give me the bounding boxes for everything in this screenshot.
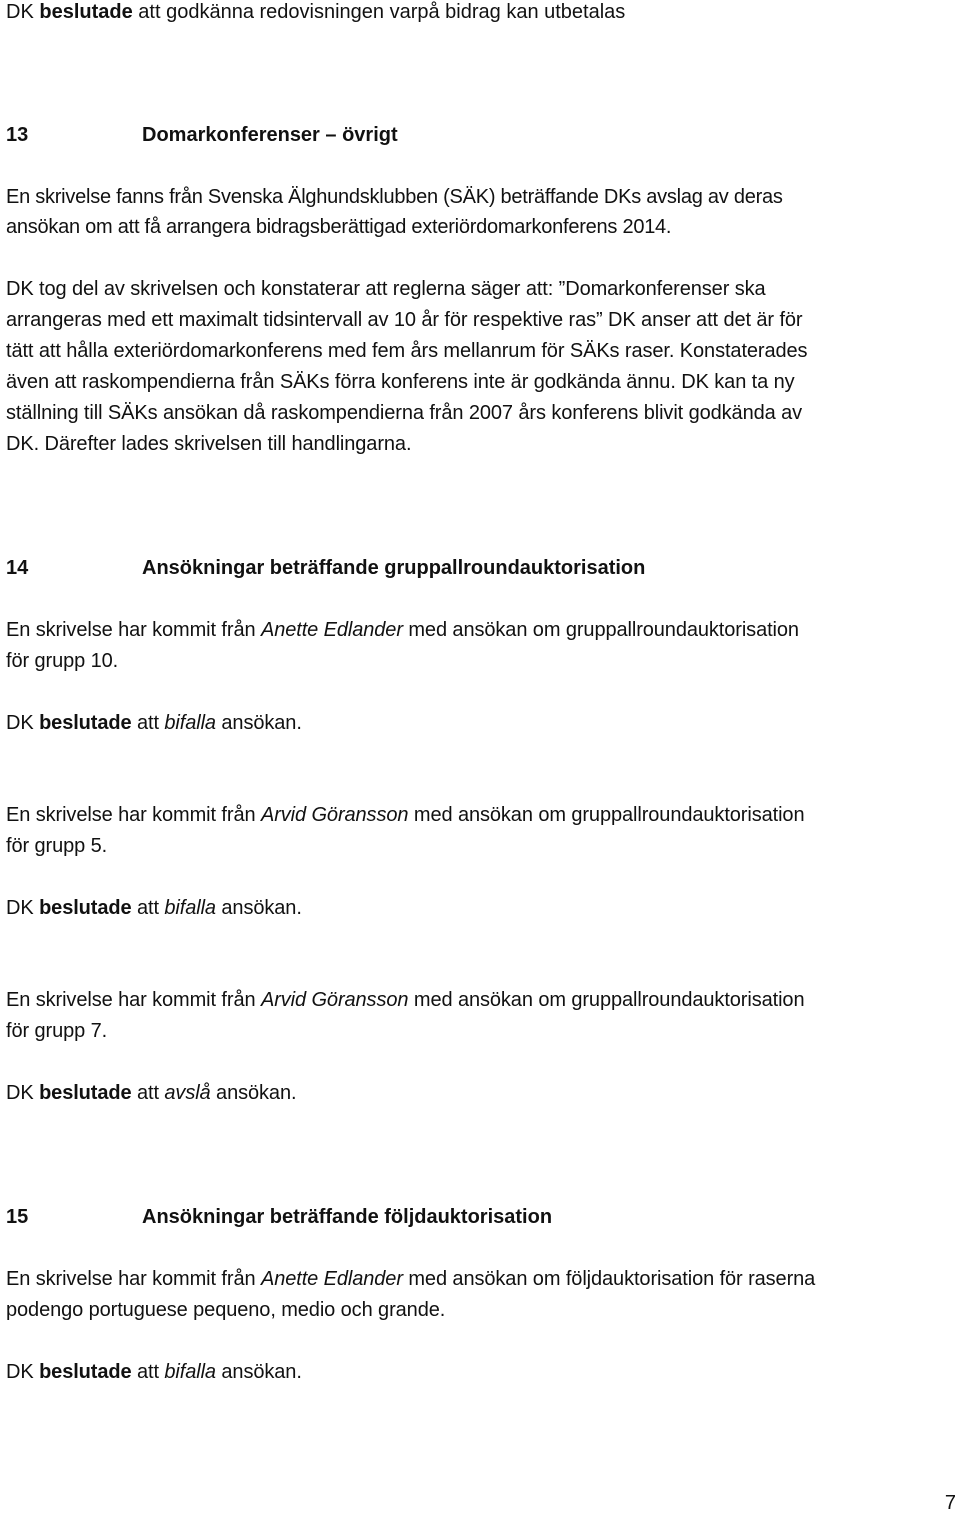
decision-verb: beslutade — [39, 1, 133, 23]
section-14-heading — [6, 556, 645, 580]
paragraph-line: DK. Därefter lades skrivelsen till handlingarna. — [6, 433, 412, 455]
applicant-name: Arvid Göransson — [260, 989, 409, 1011]
applicant-name: Arvid Göransson — [260, 804, 409, 826]
decision-word: bifalla — [164, 712, 216, 734]
application-line: En skrivelse har kommit från Anette Edlander med ansökan om gruppallroundauktorisation — [6, 619, 799, 641]
decision-verb: beslutade — [39, 897, 132, 919]
dk-label: DK — [6, 1, 34, 23]
decision-line — [6, 0, 625, 24]
decision-verb: beslutade — [39, 1082, 132, 1104]
paragraph-line: En skrivelse fanns från Svenska Älghundsklubben (SÄK) beträffande DKs avslag av deras — [6, 186, 783, 208]
application-line: En skrivelse har kommit från Arvid Göransson med ansökan om gruppallroundauktorisation — [6, 804, 805, 826]
application-line: för grupp 5. — [6, 835, 108, 857]
page-number: 7 — [944, 1492, 956, 1514]
decision-verb: beslutade — [39, 1361, 132, 1383]
applicant-name: Anette Edlander — [260, 619, 403, 641]
section-15-heading — [6, 1205, 552, 1229]
paragraph-line: ansökan om att få arrangera bidragsberättigad exteriördomarkonferens 2014. — [6, 216, 672, 238]
section-title: Ansökningar beträffande gruppallroundauktorisation — [142, 557, 646, 579]
paragraph-line: arrangeras med ett maximalt tidsintervall av 10 år för respektive ras” DK anser att det är för — [6, 309, 803, 331]
paragraph-line: även att raskompendierna från SÄKs förra konferens inte är godkända ännu. DK kan ta ny — [6, 371, 795, 393]
decision-word: avslå — [164, 1082, 211, 1104]
application-line: för grupp 10. — [6, 650, 119, 672]
decision-text: att godkänna redovisningen varpå bidrag kan utbetalas — [138, 1, 626, 23]
application-line: En skrivelse har kommit från Arvid Göransson med ansökan om gruppallroundauktorisation — [6, 989, 805, 1011]
application-line: podengo portuguese pequeno, medio och grande. — [6, 1299, 446, 1321]
application-line: för grupp 7. — [6, 1020, 108, 1042]
application-line: En skrivelse har kommit från Anette Edlander med ansökan om följdauktorisation för raserna — [6, 1268, 816, 1290]
section-title: Domarkonferenser – övrigt — [142, 124, 398, 146]
section-number: 15 — [6, 1206, 29, 1228]
paragraph-line: ställning till SÄKs ansökan då raskompendierna från 2007 års konferens blivit godkända av — [6, 402, 803, 424]
section-number: 13 — [6, 124, 29, 146]
applicant-name: Anette Edlander — [260, 1268, 403, 1290]
decision-verb: beslutade — [39, 712, 132, 734]
paragraph-line: tätt att hålla exteriördomarkonferens med fem års mellanrum för SÄKs raser. Konstaterades — [6, 340, 808, 362]
decision-line: DK beslutade att bifalla ansökan. — [6, 1361, 302, 1383]
decision-word: bifalla — [164, 1361, 216, 1383]
decision-line: DK beslutade att avslå ansökan. — [6, 1082, 297, 1104]
decision-line: DK beslutade att bifalla ansökan. — [6, 712, 302, 734]
decision-word: bifalla — [164, 897, 216, 919]
decision-line: DK beslutade att bifalla ansökan. — [6, 897, 302, 919]
section-number: 14 — [6, 557, 29, 579]
section-13-heading — [6, 123, 398, 147]
paragraph-line: DK tog del av skrivelsen och konstaterar att reglerna säger att: ”Domarkonferenser ska — [6, 278, 766, 300]
section-title: Ansökningar beträffande följdauktorisation — [142, 1206, 553, 1228]
